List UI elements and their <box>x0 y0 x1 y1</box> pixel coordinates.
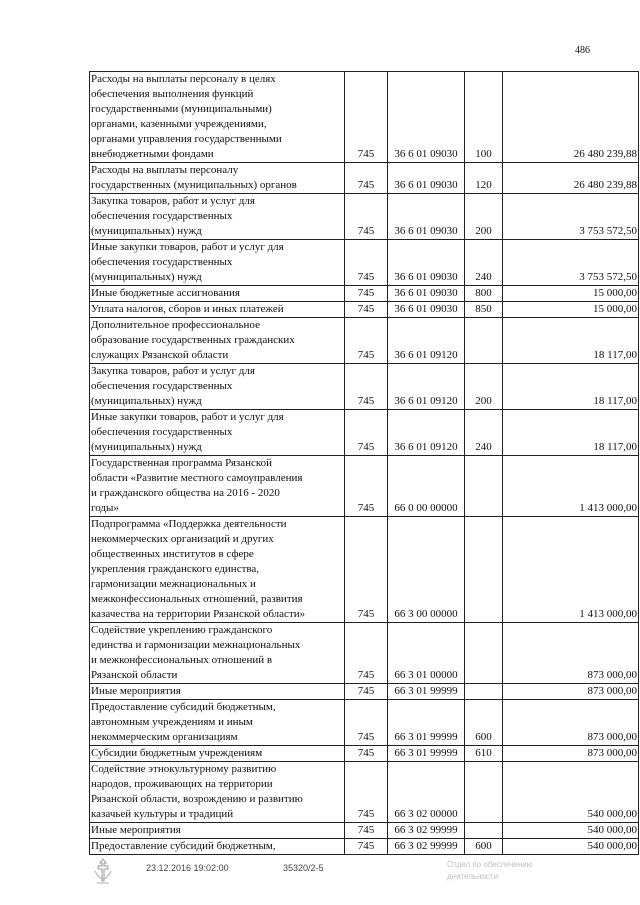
cell-name: Содействие этнокультурному развитию народов, проживающих на территории Рязанской области, возрождению и развитию казачьей культуры и традиций <box>90 762 345 823</box>
cell-name: Иные закупки товаров, работ и услуг для обеспечения государственных (муниципальных) нужд <box>90 410 345 456</box>
registry-stamp <box>447 859 587 883</box>
cell-department: 745 <box>345 517 388 623</box>
cell-name: Закупка товаров, работ и услуг для обеспечения государственных (муниципальных) нужд <box>90 194 345 240</box>
cell-expense-type: 610 <box>465 746 503 762</box>
table-row <box>90 517 639 623</box>
cell-name: Закупка товаров, работ и услуг для обеспечения государственных (муниципальных) нужд <box>90 364 345 410</box>
cell-target-code: 66 3 01 00000 <box>388 623 465 684</box>
table-row <box>90 839 639 855</box>
cell-department: 745 <box>345 318 388 364</box>
cell-amount: 15 000,00 <box>503 302 639 318</box>
table-body <box>90 72 639 855</box>
cell-expense-type: 600 <box>465 839 503 855</box>
stamp-line-1: Отдел по обеспечению <box>447 860 533 869</box>
cell-amount: 873 000,00 <box>503 746 639 762</box>
cell-expense-type <box>465 823 503 839</box>
table-row <box>90 364 639 410</box>
table-row <box>90 302 639 318</box>
page-number: 486 <box>575 45 590 56</box>
cell-department: 745 <box>345 72 388 163</box>
cell-department: 745 <box>345 364 388 410</box>
cell-amount: 3 753 572,50 <box>503 240 639 286</box>
cell-amount: 1 413 000,00 <box>503 517 639 623</box>
table-row <box>90 623 639 684</box>
footer-document-number: 35320/2-5 <box>283 863 324 873</box>
table-row <box>90 72 639 163</box>
cell-department: 745 <box>345 684 388 700</box>
cell-expense-type: 850 <box>465 302 503 318</box>
cell-department: 745 <box>345 194 388 240</box>
cell-expense-type <box>465 684 503 700</box>
table-row <box>90 684 639 700</box>
cell-department: 745 <box>345 163 388 194</box>
table-row <box>90 456 639 517</box>
cell-amount: 26 480 239,88 <box>503 72 639 163</box>
cell-name: Предоставление субсидий бюджетным, <box>90 839 345 855</box>
cell-amount: 540 000,00 <box>503 823 639 839</box>
cell-expense-type: 240 <box>465 240 503 286</box>
cell-name: Предоставление субсидий бюджетным, автономным учреждениям и иным некоммерческим организациям <box>90 700 345 746</box>
table-row <box>90 700 639 746</box>
cell-target-code: 36 6 01 09030 <box>388 240 465 286</box>
cell-target-code: 36 6 01 09030 <box>388 72 465 163</box>
cell-name: Иные мероприятия <box>90 684 345 700</box>
table-row <box>90 746 639 762</box>
cell-target-code: 66 3 02 00000 <box>388 762 465 823</box>
cell-target-code: 36 6 01 09120 <box>388 318 465 364</box>
cell-amount: 873 000,00 <box>503 684 639 700</box>
cell-name: Уплата налогов, сборов и иных платежей <box>90 302 345 318</box>
table-row <box>90 762 639 823</box>
cell-expense-type <box>465 517 503 623</box>
cell-department: 745 <box>345 286 388 302</box>
cell-department: 745 <box>345 762 388 823</box>
cell-name: Расходы на выплаты персоналу государственных (муниципальных) органов <box>90 163 345 194</box>
table-row <box>90 163 639 194</box>
cell-target-code: 36 6 01 09030 <box>388 302 465 318</box>
cell-name: Иные бюджетные ассигнования <box>90 286 345 302</box>
cell-expense-type <box>465 623 503 684</box>
cell-target-code: 66 0 00 00000 <box>388 456 465 517</box>
table-row <box>90 286 639 302</box>
budget-table <box>89 71 639 855</box>
stamp-line-2: деятельности <box>447 872 499 881</box>
cell-name: Подпрограмма «Поддержка деятельности некоммерческих организаций и других общественных институтов в сфере укрепления гражданского единства, гармонизации межнациональных и межконфессиональных отношений, развития казачества на территории Рязанской области» <box>90 517 345 623</box>
cell-amount: 873 000,00 <box>503 623 639 684</box>
cell-amount: 15 000,00 <box>503 286 639 302</box>
cell-expense-type: 100 <box>465 72 503 163</box>
table-row <box>90 410 639 456</box>
cell-target-code: 36 6 01 09030 <box>388 286 465 302</box>
cell-expense-type: 200 <box>465 194 503 240</box>
cell-expense-type: 120 <box>465 163 503 194</box>
cell-name: Государственная программа Рязанской области «Развитие местного самоуправления и гражданского общества на 2016 - 2020 годы» <box>90 456 345 517</box>
cell-department: 745 <box>345 456 388 517</box>
footer-datetime: 23.12.2016 19:02:00 <box>146 863 229 873</box>
cell-amount: 18 117,00 <box>503 364 639 410</box>
cell-expense-type: 240 <box>465 410 503 456</box>
cell-name: Иные мероприятия <box>90 823 345 839</box>
cell-department: 745 <box>345 410 388 456</box>
cell-amount: 3 753 572,50 <box>503 194 639 240</box>
cell-target-code: 66 3 00 00000 <box>388 517 465 623</box>
cell-expense-type <box>465 456 503 517</box>
cell-target-code: 66 3 02 99999 <box>388 839 465 855</box>
cell-target-code: 36 6 01 09120 <box>388 410 465 456</box>
cell-name: Содействие укреплению гражданского единства и гармонизации межнациональных и межконфессиональных отношений в Рязанской области <box>90 623 345 684</box>
cell-amount: 873 000,00 <box>503 700 639 746</box>
cell-name: Иные закупки товаров, работ и услуг для обеспечения государственных (муниципальных) нужд <box>90 240 345 286</box>
cell-target-code: 66 3 01 99999 <box>388 700 465 746</box>
table-row <box>90 240 639 286</box>
cell-department: 745 <box>345 700 388 746</box>
cell-expense-type: 200 <box>465 364 503 410</box>
cell-amount: 1 413 000,00 <box>503 456 639 517</box>
cell-target-code: 36 6 01 09120 <box>388 364 465 410</box>
cell-department: 745 <box>345 746 388 762</box>
coat-of-arms-logo-icon <box>92 857 114 889</box>
cell-expense-type: 600 <box>465 700 503 746</box>
cell-expense-type: 800 <box>465 286 503 302</box>
table-row <box>90 194 639 240</box>
cell-target-code: 66 3 01 99999 <box>388 746 465 762</box>
cell-name: Расходы на выплаты персоналу в целях обеспечения выполнения функций государственными (муниципальными) органами, казенными учреждениями, органами управления государственными внебюджетными фондами <box>90 72 345 163</box>
table-row <box>90 318 639 364</box>
cell-target-code: 66 3 02 99999 <box>388 823 465 839</box>
cell-department: 745 <box>345 839 388 855</box>
cell-name: Дополнительное профессиональное образование государственных гражданских служащих Рязанской области <box>90 318 345 364</box>
cell-amount: 18 117,00 <box>503 410 639 456</box>
cell-target-code: 66 3 01 99999 <box>388 684 465 700</box>
cell-expense-type <box>465 762 503 823</box>
cell-amount: 540 000,00 <box>503 839 639 855</box>
cell-amount: 18 117,00 <box>503 318 639 364</box>
table-row <box>90 823 639 839</box>
cell-target-code: 36 6 01 09030 <box>388 163 465 194</box>
cell-department: 745 <box>345 240 388 286</box>
footer <box>0 857 640 897</box>
cell-department: 745 <box>345 302 388 318</box>
cell-expense-type <box>465 318 503 364</box>
cell-department: 745 <box>345 823 388 839</box>
cell-target-code: 36 6 01 09030 <box>388 194 465 240</box>
cell-amount: 540 000,00 <box>503 762 639 823</box>
cell-name: Субсидии бюджетным учреждениям <box>90 746 345 762</box>
cell-amount: 26 480 239,88 <box>503 163 639 194</box>
cell-department: 745 <box>345 623 388 684</box>
